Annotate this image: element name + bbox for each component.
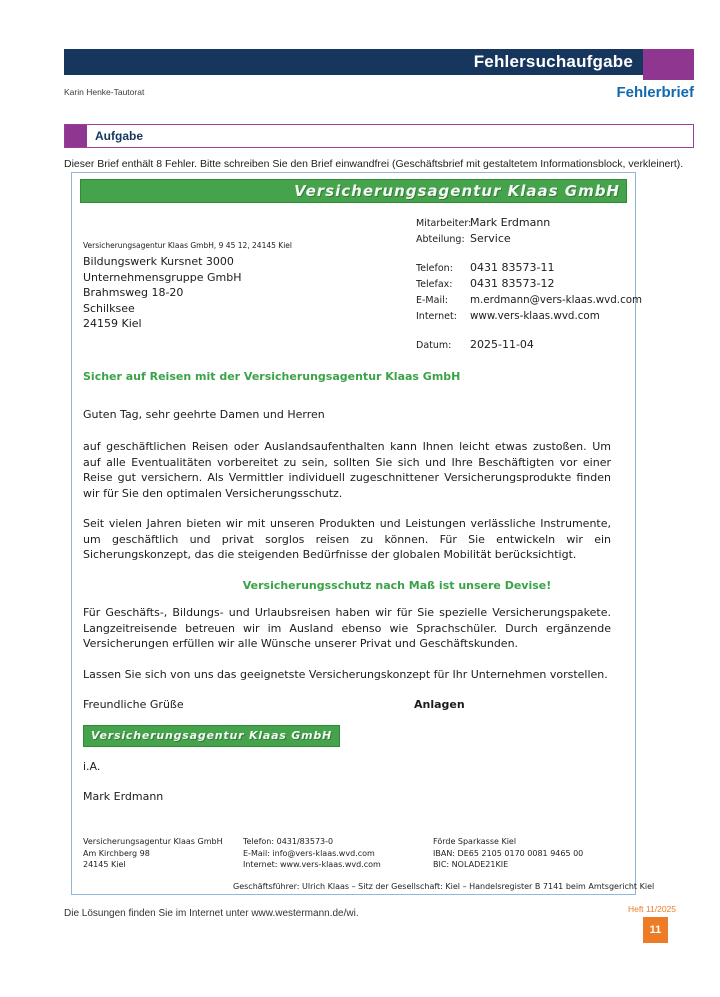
info-value: 0431 83573-11 <box>470 261 555 274</box>
paragraph: auf geschäftlichen Reisen oder Auslandsaufenthalten kann Ihnen leicht etwas zustoßen. Um auf alle Eventualitäten vorbereitet zu sein, sollten Sie sich und Ihre Beschäftigten vor einer Reise gut versichern. Als Vermittler individuell zugeschnittener Versicherungsprodukte finden wir für Sie den optimalen Versicherungsschutz. <box>83 440 611 500</box>
footer-line: IBAN: DE65 2105 0170 0081 9465 00 <box>433 848 584 858</box>
letterhead-bar: Versicherungsagentur Klaas GmbH <box>80 179 627 203</box>
letter-body <box>83 369 611 805</box>
info-row-mitarbeiter <box>416 215 642 231</box>
info-row-internet <box>416 308 642 324</box>
salutation: Guten Tag, sehr geehrte Damen und Herren <box>83 407 325 421</box>
author-name: Karin Henke-Tautorat <box>64 87 145 97</box>
paragraph: Seit vielen Jahren bieten wir mit unseren Produkten und Leistungen verlässliche Instrumente, um geschäftlich und privat sorglos reisen zu können. Für Sie entwickeln wir ein Sicherungskonzept, das die steigenden Bedürfnisse der globalen Mobilität berücksichtigt. <box>83 517 611 561</box>
recipient-line: Bildungswerk Kursnet 3000 <box>83 255 234 268</box>
info-label: Datum: <box>416 340 452 351</box>
info-row-abteilung <box>416 231 642 247</box>
info-row-telefon <box>416 260 642 276</box>
paragraph: Lassen Sie sich von uns das geeignetste Versicherungskonzept für Ihr Unternehmen vorstellen. <box>83 667 608 681</box>
paragraph: Für Geschäfts-, Bildungs- und Urlaubsreisen haben wir für Sie spezielle Versicherungspakete. Langzeitreisende betreuen wir im Ausland ebenso wie Sprachschüler. Durch ergänzende Versicherungen erfüllen wir alle Wünsche unserer Privat und Geschäftskunden. <box>83 606 611 650</box>
info-row-telefax <box>416 276 642 292</box>
recipient-address-block <box>83 241 383 332</box>
footer-line: Am Kirchberg 98 <box>83 848 150 858</box>
info-block <box>416 215 642 353</box>
header-purple-accent <box>643 49 694 80</box>
footer-line: BIC: NOLADE21KIE <box>433 860 509 869</box>
page-subtitle: Fehlerbrief <box>616 84 694 101</box>
closing-phrase: Freundliche Grüße <box>83 698 184 711</box>
footer-line: Internet: www.vers-klaas.wvd.com <box>243 860 381 869</box>
page-header-title: Fehlersuchaufgabe <box>473 52 633 71</box>
info-value: Service <box>470 232 511 245</box>
footer-register-line: Geschäftsführer: Ulrich Klaas – Sitz der Gesellschaft: Kiel – Handelsregister B 7141 beim Amtsgericht Kiel <box>233 882 655 891</box>
info-label: Telefax: <box>416 279 453 290</box>
signature-prefix: i.A. <box>83 759 101 773</box>
task-instruction: Dieser Brief enthält 8 Fehler. Bitte schreiben Sie den Brief einwandfrei (Geschäftsbrief mit gestaltetem Informationsblock, verkleinert). <box>64 158 684 170</box>
info-value: Mark Erdmann <box>470 216 551 229</box>
footer-line: 24145 Kiel <box>83 860 126 869</box>
info-row-email <box>416 292 642 308</box>
footer-company-column <box>83 836 223 871</box>
footer-line: Versicherungsagentur Klaas GmbH <box>83 837 223 846</box>
solutions-note: Die Lösungen finden Sie im Internet unter www.westermann.de/wi. <box>64 908 359 919</box>
info-value: 0431 83573-12 <box>470 277 555 290</box>
info-value: www.vers-klaas.wvd.com <box>470 310 600 322</box>
page-number-badge: 11 <box>643 917 668 943</box>
info-label: E-Mail: <box>416 295 448 306</box>
subject-line: Sicher auf Reisen mit der Versicherungsagentur Klaas GmbH <box>83 370 461 383</box>
info-value: 2025-11-04 <box>470 338 534 351</box>
task-label: Aufgabe <box>95 129 143 143</box>
issue-label: Heft 11/2025 <box>627 904 676 914</box>
recipient-line: Schilksee <box>83 301 135 315</box>
task-purple-accent <box>65 125 87 147</box>
signature-name: Mark Erdmann <box>83 790 164 803</box>
info-value: m.erdmann@vers-klaas.wvd.com <box>470 294 643 306</box>
footer-line: E-Mail: info@vers-klaas.wvd.com <box>243 848 375 858</box>
slogan-line: Versicherungsschutz nach Maß ist unsere Devise! <box>242 578 552 592</box>
closing-row <box>83 697 611 713</box>
recipient-line: 24159 Kiel <box>83 317 142 330</box>
footer-bank-column <box>433 836 583 871</box>
sender-return-line: Versicherungsagentur Klaas GmbH, 9 45 12, 24145 Kiel <box>83 241 292 250</box>
info-row-datum <box>416 337 642 353</box>
recipient-line: Brahmsweg 18-20 <box>83 286 184 299</box>
info-label: Abteilung: <box>416 234 465 245</box>
sample-letter <box>71 172 655 895</box>
recipient-line: Unternehmensgruppe GmbH <box>83 270 242 284</box>
info-label: Mitarbeiter: <box>416 218 472 229</box>
footer-contact-column <box>243 836 381 871</box>
enclosures-label: Anlagen <box>414 698 465 711</box>
page-header-bar <box>64 49 643 75</box>
signature-company-logo: Versicherungsagentur Klaas GmbH <box>83 725 340 747</box>
footer-line: Förde Sparkasse Kiel <box>433 837 517 846</box>
footer-line: Telefon: 0431/83573-0 <box>243 837 334 846</box>
info-label: Telefon: <box>416 263 453 274</box>
info-label: Internet: <box>416 311 457 322</box>
task-box <box>64 124 694 148</box>
